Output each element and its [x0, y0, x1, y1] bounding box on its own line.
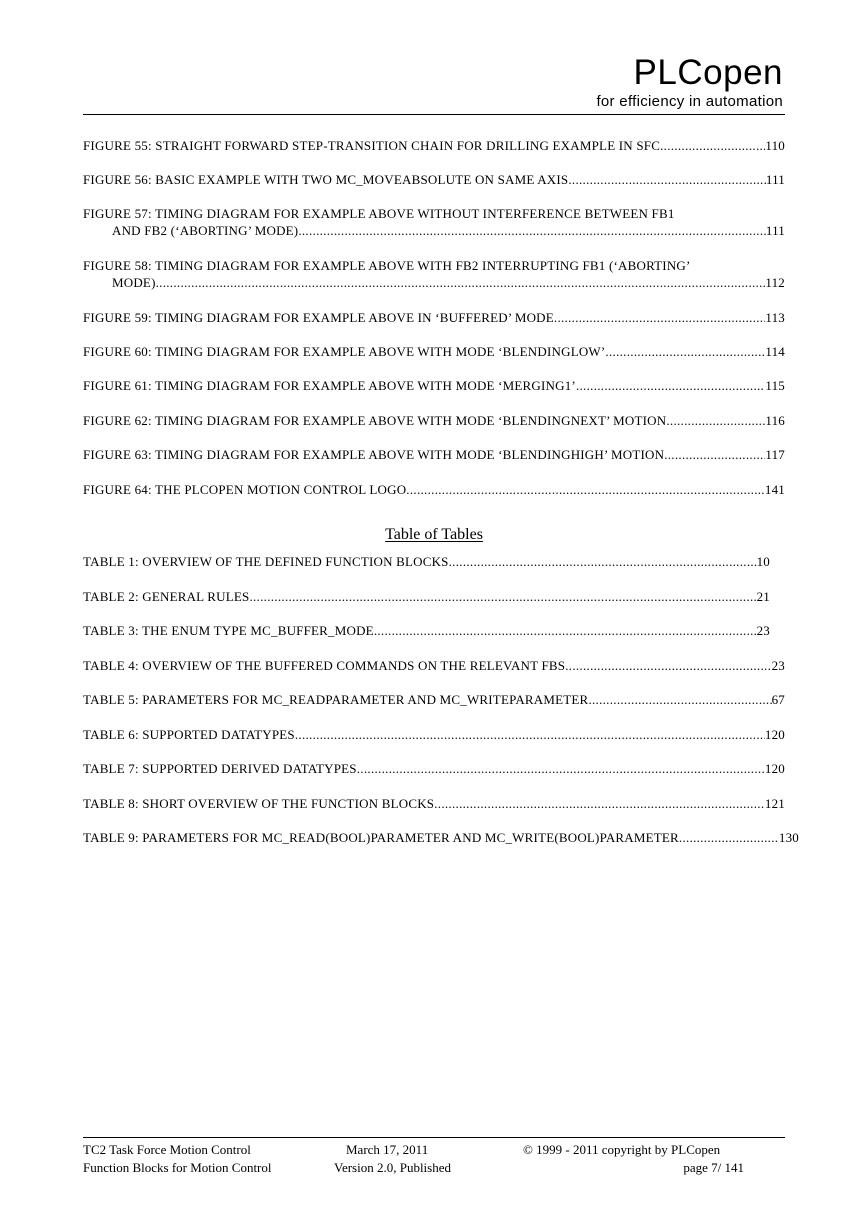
footer-doc-title: Function Blocks for Motion Control [83, 1160, 272, 1175]
entry-page-number: 67 [771, 692, 785, 707]
entry-title: FIGURE 61: TIMING DIAGRAM FOR EXAMPLE ABOVE WITH MODE ‘MERGING1’ [83, 378, 576, 393]
footer-divider [83, 1137, 785, 1138]
entry-page-number: 10 [756, 554, 770, 569]
entry-title: TABLE 3: THE ENUM TYPE MC_BUFFER_MODE [83, 623, 374, 638]
figure-entry[interactable] [83, 309, 785, 326]
dot-leader [449, 553, 757, 570]
dot-leader [156, 274, 766, 291]
entry-title: FIGURE 60: TIMING DIAGRAM FOR EXAMPLE ABOVE WITH MODE ‘BLENDINGLOW’ [83, 344, 606, 359]
entry-title: FIGURE 58: TIMING DIAGRAM FOR EXAMPLE ABOVE WITH FB2 INTERRUPTING FB1 (‘ABORTING’ [83, 258, 691, 273]
table-entry[interactable] [83, 622, 785, 639]
dot-leader [357, 760, 765, 777]
entry-page-number: 110 [765, 138, 785, 153]
entry-title: TABLE 5: PARAMETERS FOR MC_READPARAMETER AND MC_WRITEPARAMETER [83, 692, 589, 707]
entry-title: TABLE 9: PARAMETERS FOR MC_READ(BOOL)PARAMETER AND MC_WRITE(BOOL)PARAMETER [83, 830, 679, 845]
entry-title: TABLE 1: OVERVIEW OF THE DEFINED FUNCTION BLOCKS [83, 554, 449, 569]
entry-page-number: 114 [765, 344, 785, 359]
entry-page-number: 111 [765, 172, 785, 187]
table-entry[interactable] [83, 588, 785, 605]
dot-leader [295, 726, 765, 743]
entry-page-number: 121 [764, 796, 785, 811]
footer-date: March 17, 2011 [346, 1142, 429, 1157]
dot-leader [554, 309, 765, 326]
entry-title: FIGURE 59: TIMING DIAGRAM FOR EXAMPLE ABOVE IN ‘BUFFERED’ MODE [83, 310, 554, 325]
dot-leader [565, 657, 771, 674]
footer-middle [334, 1141, 451, 1177]
entry-title: FIGURE 63: TIMING DIAGRAM FOR EXAMPLE ABOVE WITH MODE ‘BLENDINGHIGH’ MOTION [83, 447, 665, 462]
dot-leader [588, 691, 771, 708]
entry-page-number: 113 [765, 310, 785, 325]
figure-entry[interactable] [83, 377, 785, 394]
entry-title-continued: AND FB2 (‘ABORTING’ MODE) [112, 223, 299, 238]
entry-title: TABLE 7: SUPPORTED DERIVED DATATYPES [83, 761, 357, 776]
entry-page-number: 115 [765, 378, 785, 393]
entry-title: TABLE 6: SUPPORTED DATATYPES [83, 727, 295, 742]
brand-logo-text: PLCopen [633, 53, 783, 92]
entry-title: FIGURE 55: STRAIGHT FORWARD STEP-TRANSITION CHAIN FOR DRILLING EXAMPLE IN SFC [83, 138, 661, 153]
table-entry[interactable] [83, 726, 785, 743]
table-entry[interactable] [83, 795, 785, 812]
figure-entry[interactable] [83, 257, 785, 291]
figure-entry[interactable] [83, 481, 785, 498]
brand-tagline: for efficiency in automation [596, 93, 783, 110]
table-entry[interactable] [83, 691, 785, 708]
page-header [596, 52, 783, 110]
dot-leader [298, 222, 766, 239]
table-entry[interactable] [83, 760, 785, 777]
footer-version: Version 2.0, Published [334, 1160, 451, 1175]
entry-page-number: 112 [765, 275, 785, 290]
dot-leader [374, 622, 757, 639]
entry-title: FIGURE 64: THE PLCOPEN MOTION CONTROL LOGO [83, 482, 407, 497]
dot-leader [249, 588, 756, 605]
header-divider [83, 114, 785, 115]
dot-leader [568, 171, 766, 188]
footer-copyright: © 1999 - 2011 copyright by PLCopen [523, 1142, 721, 1157]
entry-title-continued: MODE) [112, 275, 156, 290]
figure-entry[interactable] [83, 446, 785, 463]
dot-leader [605, 343, 765, 360]
entry-page-number: 111 [765, 223, 785, 238]
footer-taskforce: TC2 Task Force Motion Control [83, 1142, 251, 1157]
table-entry[interactable] [83, 657, 785, 674]
entry-title: TABLE 8: SHORT OVERVIEW OF THE FUNCTION BLOCKS [83, 796, 435, 811]
entry-title: FIGURE 57: TIMING DIAGRAM FOR EXAMPLE ABOVE WITHOUT INTERFERENCE BETWEEN FB1 [83, 206, 675, 221]
entry-page-number: 141 [764, 482, 785, 497]
entry-title: TABLE 2: GENERAL RULES [83, 589, 250, 604]
table-entry[interactable] [83, 829, 799, 846]
footer-right [523, 1141, 744, 1177]
entry-page-number: 130 [778, 830, 799, 845]
table-entry[interactable] [83, 553, 785, 570]
entry-title: TABLE 4: OVERVIEW OF THE BUFFERED COMMANDS ON THE RELEVANT FBS [83, 658, 566, 673]
figure-entry[interactable] [83, 205, 785, 239]
dot-leader [660, 137, 765, 154]
dot-leader [664, 446, 765, 463]
entry-title: FIGURE 62: TIMING DIAGRAM FOR EXAMPLE ABOVE WITH MODE ‘BLENDINGNEXT’ MOTION [83, 413, 667, 428]
tables-section-title: Table of Tables [385, 526, 483, 543]
entry-page-number: 23 [756, 623, 770, 638]
footer-left [83, 1141, 272, 1177]
dot-leader [576, 377, 765, 394]
entry-title: FIGURE 56: BASIC EXAMPLE WITH TWO MC_MOVEABSOLUTE ON SAME AXIS [83, 172, 569, 187]
figure-entry[interactable] [83, 343, 785, 360]
figure-entry[interactable] [83, 137, 785, 154]
dot-leader [406, 481, 765, 498]
figure-entry[interactable] [83, 412, 785, 429]
entry-page-number: 120 [764, 761, 785, 776]
entry-page-number: 116 [765, 413, 785, 428]
dot-leader [434, 795, 765, 812]
dot-leader [679, 829, 779, 846]
figure-entry[interactable] [83, 171, 785, 188]
dot-leader [666, 412, 765, 429]
entry-page-number: 117 [765, 447, 785, 462]
entry-page-number: 23 [771, 658, 785, 673]
entry-page-number: 21 [756, 589, 770, 604]
entry-page-number: 120 [764, 727, 785, 742]
footer-page-number: page 7/ 141 [683, 1160, 744, 1175]
